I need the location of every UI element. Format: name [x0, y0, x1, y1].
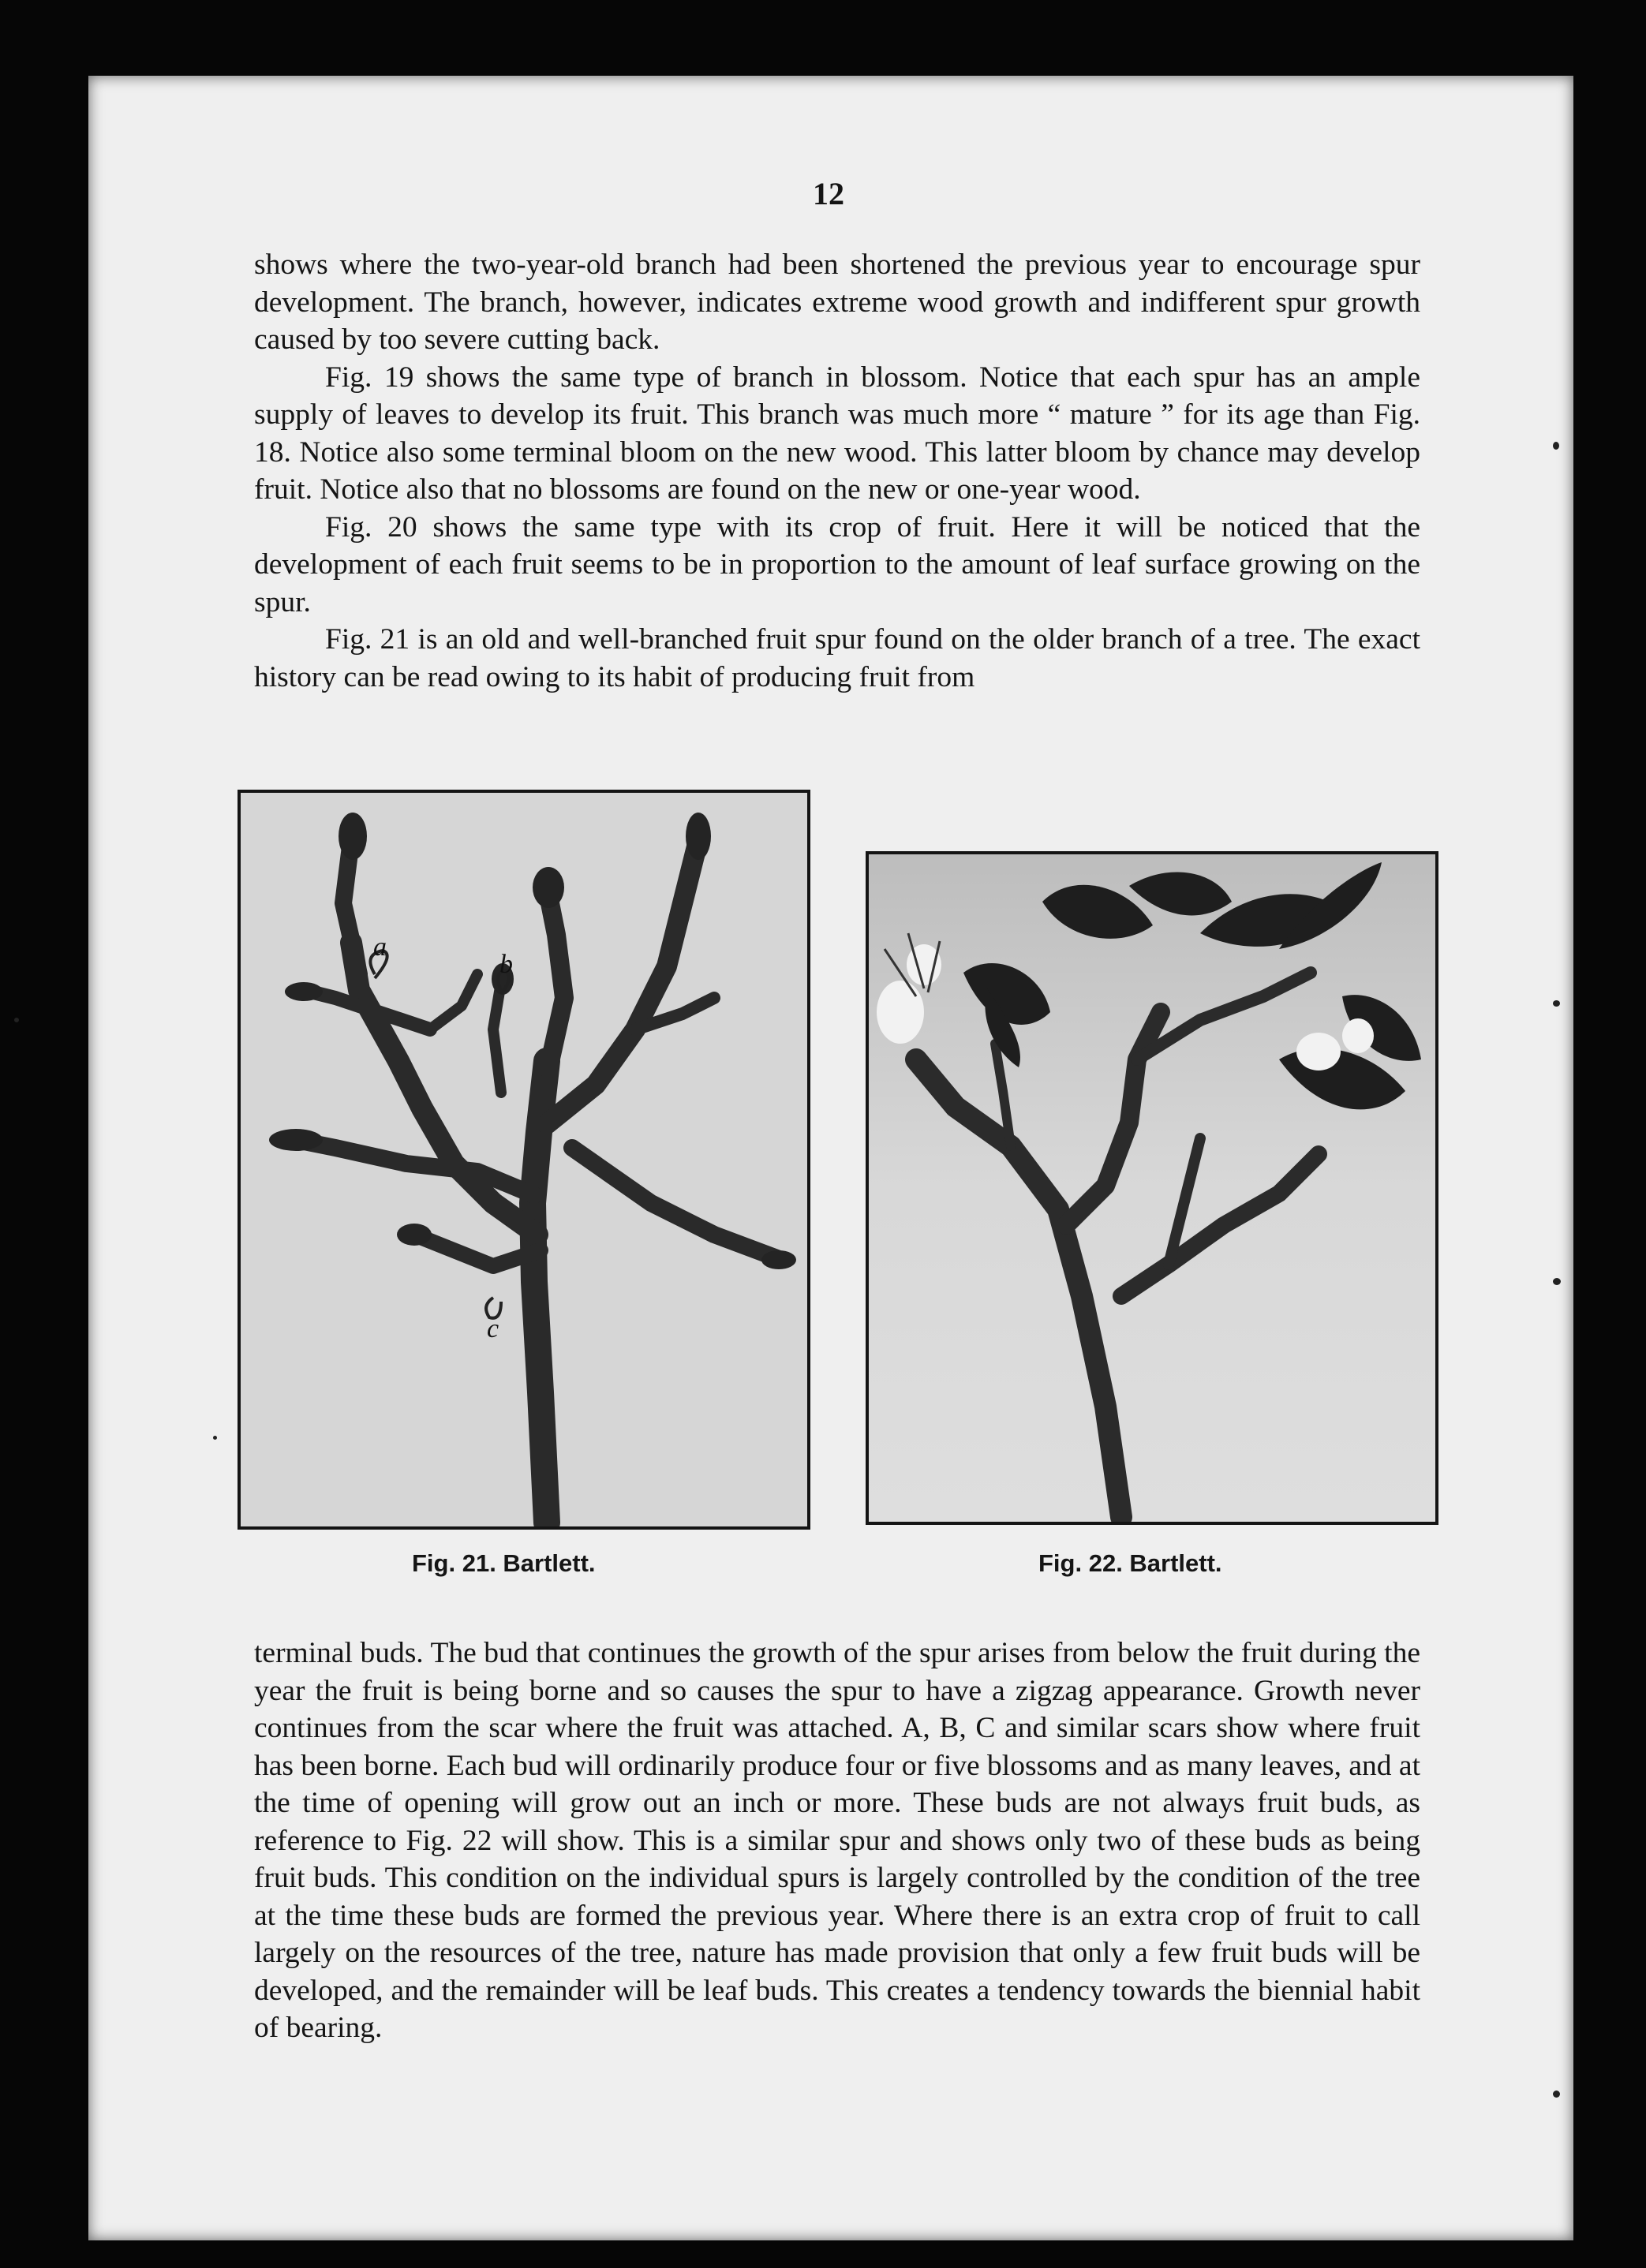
figure-21-caption: Fig. 21. Bartlett. — [412, 1549, 596, 1577]
body-text-bottom — [254, 1635, 1420, 2047]
page-number: 12 — [813, 176, 844, 211]
paragraph-terminal-buds: terminal buds. The bud that continues the growth of the spur arises from below the fruit during the year the fruit is being borne and so causes the spur to have a zigzag appearance. Growth never continues from the scar where the fruit was attached. A, B, C and similar scars show where fruit has been borne. Each bud will ordinarily produce four or five blossoms and as many leaves, and at the time of opening will grow out an inch or more. These buds are not always fruit buds, as reference to Fig. 22 will show. This is a similar spur and shows only two of these buds as being fruit buds. This condition on the individual spurs is largely controlled by the condition of the tree at the time these buds are formed the previous year. Where there is an extra crop of fruit to call largely on the resources of the tree, nature has made provision that only a few fruit buds will be developed, and the remainder will be leaf buds. This creates a tendency towards the biennial habit of bearing. — [254, 1637, 1420, 2044]
scar-label-a: a — [373, 932, 387, 962]
paragraph-fig19: Fig. 19 shows the same type of branch in blossom. Notice that each spur has an ample supply of leaves to develop its fruit. This branch was much more “ mature ” for its age than Fig. 18. Notice also some terminal bloom on the new wood. This latter bloom by chance may develop fruit. Notice also that no blossoms are found on the new or one-year wood. — [254, 361, 1420, 506]
figure-22-photo — [866, 851, 1438, 1525]
paragraph-continuation: shows where the two-year-old branch had been shortened the previous year to encourage spur development. The branch, however, indicates extreme wood growth and indifferent spur growth caused by too severe cutting back. — [254, 248, 1420, 356]
figure-21-photo — [238, 790, 810, 1530]
scar-label-b: b — [499, 950, 513, 979]
body-text-top — [254, 246, 1420, 696]
scar-label-c: c — [487, 1314, 499, 1343]
paragraph-fig21: Fig. 21 is an old and well-branched fruit spur found on the older branch of a tree. The exact history can be read owing to its habit of producing fruit from — [254, 623, 1420, 693]
leafy-spur-illustration — [869, 854, 1435, 1522]
figure-22-caption: Fig. 22. Bartlett. — [1038, 1549, 1222, 1577]
paragraph-fig20: Fig. 20 shows the same type with its crop of fruit. Here it will be noticed that the development of each fruit seems to be in proportion to the amount of leaf surface growing on the spur. — [254, 510, 1420, 618]
branch-spur-illustration — [241, 793, 807, 1526]
